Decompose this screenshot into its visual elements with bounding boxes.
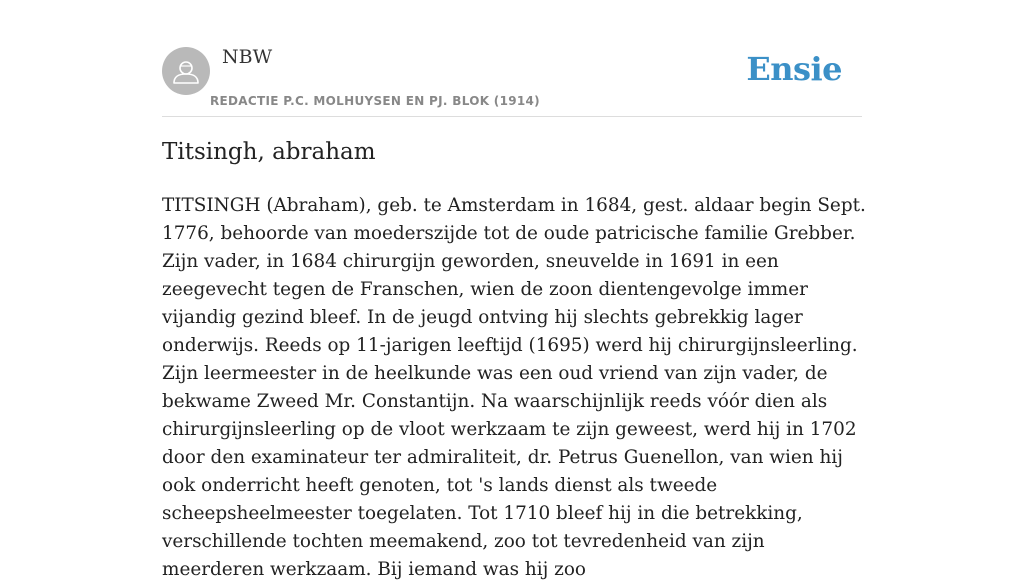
author-name[interactable]: NBW: [222, 46, 273, 68]
author-subtitle: REDACTIE P.C. MOLHUYSEN EN PJ. BLOK (1914): [210, 94, 540, 108]
article-title: Titsingh, abraham: [162, 139, 376, 165]
header: [162, 0, 862, 117]
article-body: TITSINGH (Abraham), geb. te Amsterdam in 1684, gest. aldaar begin Sept. 1776, behoorde van moederszijde tot de oude patricische familie Grebber. Zijn vader, in 1684 chirurgijn geworden, sneuvelde in 1691 in een zeegevecht tegen de Franschen, wien de zoon dientengevolge immer vijandig gezind bleef. In de jeugd ontving hij slechts gebrekkig lager onderwijs. Reeds op 11-jarigen leeftijd (1695) werd hij chirurgijnsleerling. Zijn leermeester in de heelkunde was een oud vriend van zijn vader, de bekwame Zweed Mr. Constantijn. Na waarschijnlijk reeds vóór dien als chirurgijnsleerling op de vloot werkzaam te zijn geweest, werd hij in 1702 door den examinateur ter admiraliteit, dr. Petrus Guenellon, van wien hij ook onderricht heeft genoten, tot 's lands dienst als tweede scheepsheelmeester toegelaten. Tot 1710 bleef hij in die betrekking, verschillende tochten meemakend, zoo tot tevredenheid van zijn meerderen werkzaam. Bij iemand was hij zoo: [162, 195, 866, 580]
user-icon: [162, 47, 210, 95]
author-avatar[interactable]: [162, 47, 210, 95]
ensie-logo[interactable]: Ensie: [746, 50, 842, 88]
